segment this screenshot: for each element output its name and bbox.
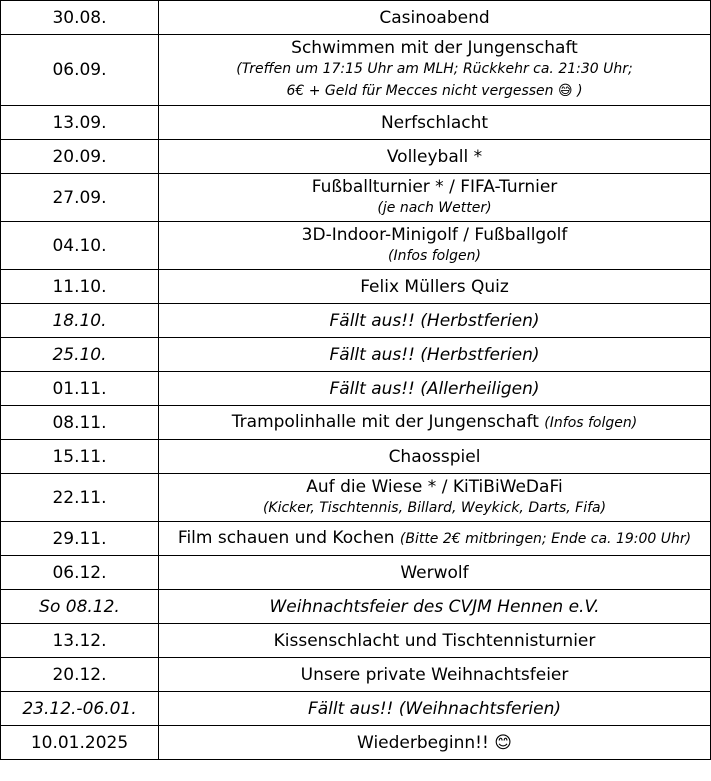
date-cell: 29.11. xyxy=(1,522,159,556)
event-note: (je nach Wetter) xyxy=(377,199,492,216)
event-cell xyxy=(159,692,711,726)
event-cell xyxy=(159,106,711,140)
date-cell: 11.10. xyxy=(1,270,159,304)
date-cell: 13.12. xyxy=(1,624,159,658)
event-cell xyxy=(159,624,711,658)
event-note: (Infos folgen) xyxy=(388,247,481,264)
date-cell: 06.09. xyxy=(1,35,159,106)
event-title: Fällt aus!! (Herbstferien) xyxy=(329,310,540,331)
event-cell xyxy=(159,270,711,304)
table-row xyxy=(1,556,711,590)
event-cell xyxy=(159,222,711,270)
event-cell xyxy=(159,658,711,692)
date-cell: 30.08. xyxy=(1,1,159,35)
date-cell: 06.12. xyxy=(1,556,159,590)
table-row xyxy=(1,474,711,522)
date-cell: 13.09. xyxy=(1,106,159,140)
event-title: Weihnachtsfeier des CVJM Hennen e.V. xyxy=(269,596,600,617)
event-cell xyxy=(159,304,711,338)
date-cell: 20.09. xyxy=(1,140,159,174)
table-row xyxy=(1,440,711,474)
date-cell: 04.10. xyxy=(1,222,159,270)
event-title: Wiederbeginn!! xyxy=(357,732,489,753)
event-title: Fällt aus!! (Herbstferien) xyxy=(329,344,540,365)
event-cell xyxy=(159,372,711,406)
table-row xyxy=(1,590,711,624)
smile-emoji-icon: 😊 xyxy=(494,732,512,753)
event-cell xyxy=(159,174,711,222)
event-title: Trampolinhalle mit der Jungenschaft xyxy=(231,412,539,432)
table-row xyxy=(1,174,711,222)
event-note-text: 6€ + Geld für Mecces nicht vergessen xyxy=(286,83,554,99)
grin-sweat-emoji-icon: 😅 xyxy=(558,83,573,99)
event-note-close: ) xyxy=(577,83,583,99)
event-title: Nerfschlacht xyxy=(380,112,489,133)
table-row xyxy=(1,140,711,174)
table-row xyxy=(1,406,711,440)
event-cell xyxy=(159,406,711,440)
date-cell: 18.10. xyxy=(1,304,159,338)
date-cell: 08.11. xyxy=(1,406,159,440)
event-title: Kissenschlacht und Tischtennisturnier xyxy=(273,630,596,651)
event-note: (Treffen um 17:15 Uhr am MLH; Rückkehr ca. 21:30 Uhr; xyxy=(236,61,633,77)
event-title: Fällt aus!! (Allerheiligen) xyxy=(329,378,540,399)
event-title: Auf die Wiese * / KiTiBiWeDaFi xyxy=(306,476,563,497)
event-cell xyxy=(159,726,711,760)
event-cell xyxy=(159,140,711,174)
table-row xyxy=(1,372,711,406)
event-note: (Infos folgen) xyxy=(544,415,638,431)
table-row xyxy=(1,624,711,658)
table-row xyxy=(1,658,711,692)
event-note: (Kicker, Tischtennis, Billard, Weykick, Darts, Fifa) xyxy=(262,499,607,516)
event-title: Volleyball * xyxy=(386,146,483,167)
event-cell xyxy=(159,35,711,106)
table-row xyxy=(1,522,711,556)
table-row xyxy=(1,304,711,338)
date-cell: 25.10. xyxy=(1,338,159,372)
event-cell xyxy=(159,338,711,372)
event-title: Unsere private Weihnachtsfeier xyxy=(300,664,569,685)
event-cell xyxy=(159,1,711,35)
event-title: 3D-Indoor-Minigolf / Fußballgolf xyxy=(301,224,568,245)
event-title: Chaosspiel xyxy=(388,446,481,467)
table-row xyxy=(1,1,711,35)
date-cell: 23.12.-06.01. xyxy=(1,692,159,726)
date-cell: 15.11. xyxy=(1,440,159,474)
event-note: (Bitte 2€ mitbringen; Ende ca. 19:00 Uhr) xyxy=(399,531,692,547)
date-cell: 27.09. xyxy=(1,174,159,222)
event-title: Casinoabend xyxy=(379,7,490,28)
event-cell xyxy=(159,590,711,624)
table-row xyxy=(1,222,711,270)
event-title: Fußballturnier * / FIFA-Turnier xyxy=(311,176,558,197)
date-cell: 22.11. xyxy=(1,474,159,522)
date-cell: 01.11. xyxy=(1,372,159,406)
event-cell xyxy=(159,556,711,590)
event-title: Schwimmen mit der Jungenschaft xyxy=(291,38,578,58)
event-cell xyxy=(159,522,711,556)
event-title: Fällt aus!! (Weihnachtsferien) xyxy=(307,698,562,719)
date-cell: So 08.12. xyxy=(1,590,159,624)
event-cell xyxy=(159,440,711,474)
table-row xyxy=(1,35,711,106)
table-row xyxy=(1,692,711,726)
table-row xyxy=(1,338,711,372)
table-row xyxy=(1,270,711,304)
event-note-line-2 xyxy=(161,80,708,102)
event-cell xyxy=(159,474,711,522)
event-title: Werwolf xyxy=(400,562,469,583)
event-title: Film schauen und Kochen xyxy=(177,528,395,548)
date-cell: 20.12. xyxy=(1,658,159,692)
table-row xyxy=(1,106,711,140)
event-title: Felix Müllers Quiz xyxy=(360,276,509,297)
date-cell: 10.01.2025 xyxy=(1,726,159,760)
table-row xyxy=(1,726,711,760)
